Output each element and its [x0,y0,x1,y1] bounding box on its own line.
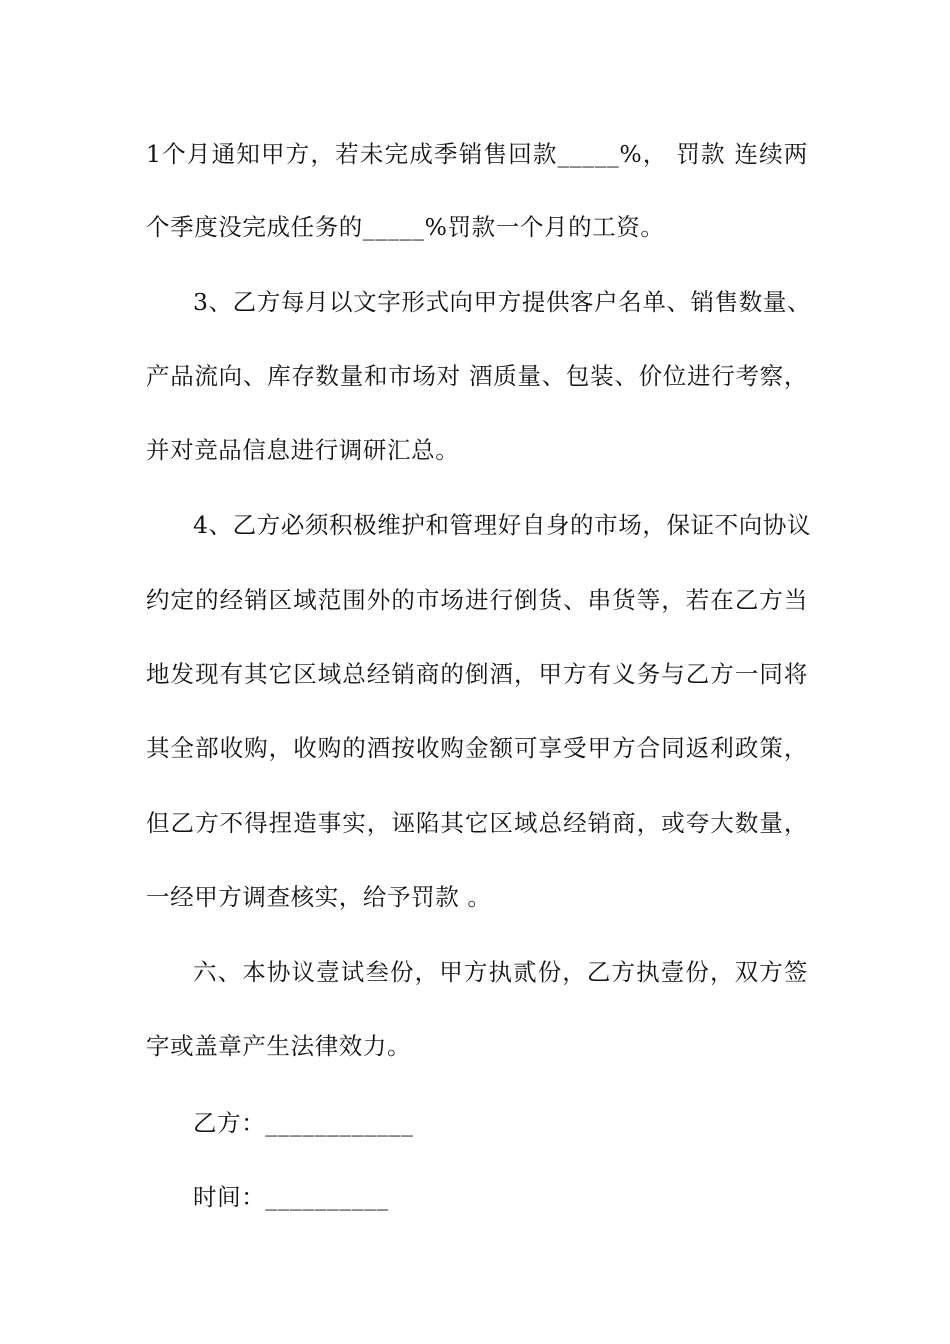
text-line-13: 字或盖章产生法律效力。 [146,1032,412,1060]
text-line-3: 3、乙方每月以文字形式向甲方提供客户名单、销售数量、 [193,288,812,316]
party-b-signature-line: 乙方：____________ [193,1109,414,1137]
text-line-7: 约定的经销区域范围外的市场进行倒货、串货等，若在乙方当 [146,586,808,614]
text-line-1: 1个月通知甲方，若未完成季销售回款_____%， 罚款 连续两 [146,140,808,168]
text-line-10: 但乙方不得捏造事实，诬陷其它区域总经销商，或夸大数量， [146,809,808,837]
text-line-5: 并对竞品信息进行调研汇总。 [146,436,460,464]
text-line-12: 六、本协议壹试叁份，甲方执贰份，乙方执壹份，双方签 [193,958,808,986]
text-line-11: 一经甲方调查核实，给予罚款 。 [146,883,492,911]
text-line-9: 其全部收购，收购的酒按收购金额可享受甲方合同返利政策， [146,734,808,762]
text-line-4: 产品流向、库存数量和市场对 酒质量、包装、价位进行考察， [146,362,808,390]
text-line-2: 个季度没完成任务的_____%罚款一个月的工资。 [146,213,665,241]
text-line-8: 地发现有其它区域总经销商的倒酒，甲方有义务与乙方一同将 [146,660,808,688]
text-line-6: 4、乙方必须积极维护和管理好自身的市场，保证不向协议 [193,511,812,539]
date-signature-line: 时间：__________ [193,1183,389,1211]
